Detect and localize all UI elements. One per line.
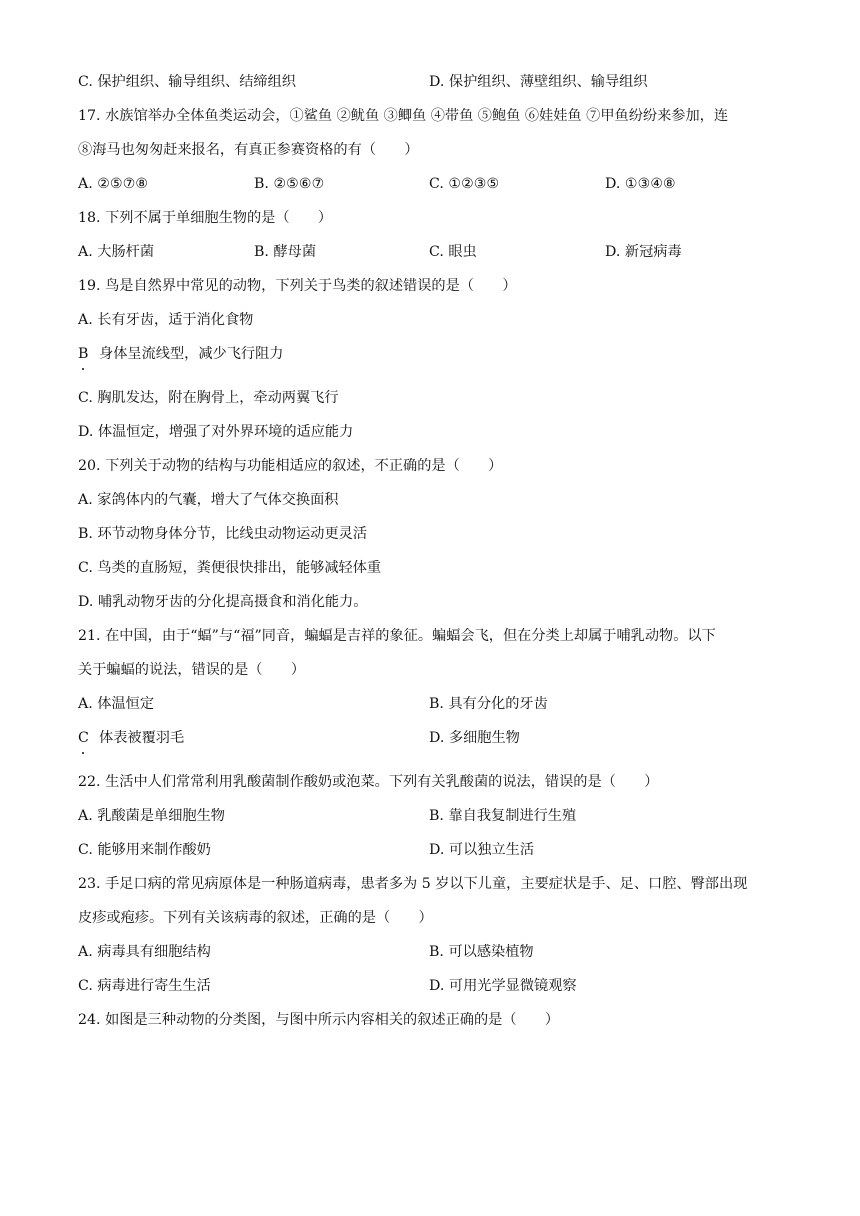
q19-option-b-letter: B bbox=[78, 346, 89, 362]
q17-option-d: D. ①③④⑧ bbox=[605, 176, 676, 192]
q22-option-a: A. 乳酸菌是单细胞生物 bbox=[78, 808, 225, 824]
q19-option-a: A. 长有牙齿，适于消化食物 bbox=[78, 312, 254, 328]
q20-option-c: C. 鸟类的直肠短，粪便很快排出，能够减轻体重 bbox=[78, 560, 382, 576]
q16-option-d: D. 保护组织、薄壁组织、输导组织 bbox=[429, 74, 648, 90]
q18-stem: 18. 下列不属于单细胞生物的是（ ） bbox=[78, 210, 333, 226]
q22-option-b: B. 靠自我复制进行生殖 bbox=[429, 808, 577, 824]
q21-option-d: D. 多细胞生物 bbox=[429, 730, 520, 746]
q19-option-b-dot bbox=[82, 368, 84, 370]
q17-option-c: C. ①②③⑤ bbox=[429, 176, 500, 192]
q22-option-d: D. 可以独立生活 bbox=[429, 842, 535, 858]
q21-option-c-dot bbox=[82, 752, 84, 754]
q19-option-c: C. 胸肌发达，附在胸骨上，牵动两翼飞行 bbox=[78, 390, 339, 406]
q21-option-a: A. 体温恒定 bbox=[78, 696, 155, 712]
q20-option-b: B. 环节动物身体分节，比线虫动物运动更灵活 bbox=[78, 526, 368, 542]
q18-option-c: C. 眼虫 bbox=[429, 244, 477, 260]
q21-option-c-letter: C bbox=[78, 730, 89, 746]
q17-stem-line2: ⑧海马也匆匆赶来报名，有真正参赛资格的有（ ） bbox=[78, 142, 419, 158]
q18-option-d: D. 新冠病毒 bbox=[605, 244, 682, 260]
q22-stem: 22. 生活中人们常常利用乳酸菌制作酸奶或泡菜。下列有关乳酸菌的说法，错误的是（ ） bbox=[78, 774, 659, 790]
q21-option-c-text: 体表被覆羽毛 bbox=[99, 730, 185, 746]
q20-option-a: A. 家鸽体内的气囊，增大了气体交换面积 bbox=[78, 492, 339, 508]
q21-stem-line1: 21. 在中国，由于“蝠”与“福”同音，蝙蝠是吉祥的象征。蝙蝠会飞，但在分类上却属于哺乳动物。以下 bbox=[78, 628, 716, 644]
q23-stem-line2: 皮疹或疱疹。下列有关该病毒的叙述，正确的是（ ） bbox=[78, 910, 433, 926]
q17-option-a: A. ②⑤⑦⑧ bbox=[78, 176, 149, 192]
q18-option-b: B. 酵母菌 bbox=[254, 244, 317, 260]
q19-stem: 19. 鸟是自然界中常见的动物，下列关于鸟类的叙述错误的是（ ） bbox=[78, 278, 517, 294]
q23-option-d: D. 可用光学显微镜观察 bbox=[429, 978, 577, 994]
q23-option-a: A. 病毒具有细胞结构 bbox=[78, 944, 211, 960]
q20-stem: 20. 下列关于动物的结构与功能相适应的叙述，不正确的是（ ） bbox=[78, 458, 503, 474]
q17-stem-line1: 17. 水族馆举办全体鱼类运动会，①鲨鱼 ②鱿鱼 ③鲫鱼 ④带鱼 ⑤鲍鱼 ⑥娃娃鱼 ⑦甲鱼纷纷来参加，连 bbox=[78, 108, 729, 124]
q23-option-b: B. 可以感染植物 bbox=[429, 944, 534, 960]
q22-option-c: C. 能够用来制作酸奶 bbox=[78, 842, 211, 858]
q17-option-b: B. ②⑤⑥⑦ bbox=[254, 176, 325, 192]
q23-option-c: C. 病毒进行寄生生活 bbox=[78, 978, 211, 994]
q19-option-d: D. 体温恒定，增强了对外界环境的适应能力 bbox=[78, 424, 354, 440]
q21-stem-line2: 关于蝙蝠的说法，错误的是（ ） bbox=[78, 662, 306, 678]
q23-stem-line1: 23. 手足口病的常见病原体是一种肠道病毒，患者多为 5 岁以下儿童，主要症状是手、足、口腔、臀部出现 bbox=[78, 876, 748, 892]
q24-stem: 24. 如图是三种动物的分类图，与图中所示内容相关的叙述正确的是（ ） bbox=[78, 1012, 560, 1028]
q18-option-a: A. 大肠杆菌 bbox=[78, 244, 155, 260]
q20-option-d: D. 哺乳动物牙齿的分化提高摄食和消化能力。 bbox=[78, 594, 368, 610]
q19-option-b-text: 身体呈流线型，减少飞行阻力 bbox=[99, 346, 284, 362]
q16-option-c: C. 保护组织、输导组织、结缔组织 bbox=[78, 74, 296, 90]
q21-option-b: B. 具有分化的牙齿 bbox=[429, 696, 548, 712]
